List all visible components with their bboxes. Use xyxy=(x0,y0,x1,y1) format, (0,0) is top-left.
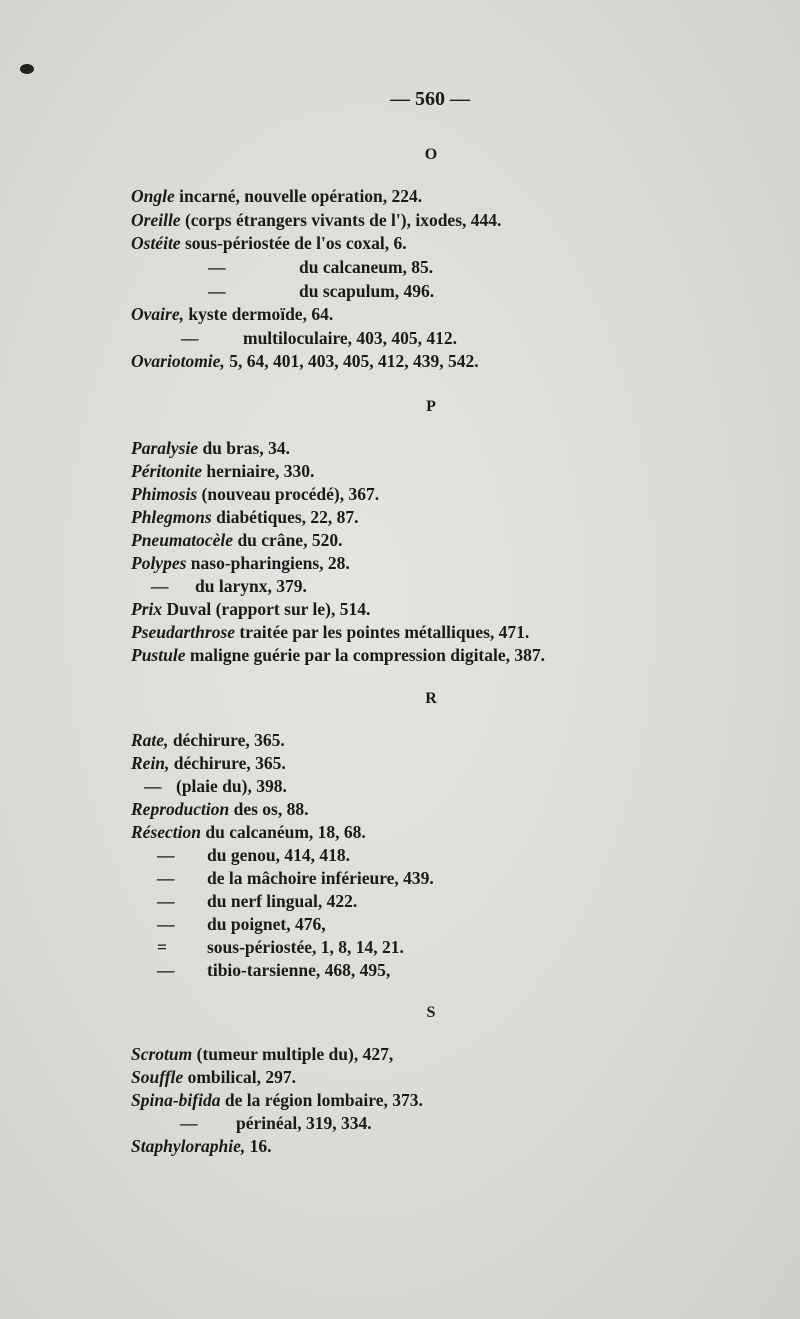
index-subentry xyxy=(195,576,307,597)
entry-term: Ovariotomie, xyxy=(131,351,225,371)
index-subentry xyxy=(207,960,390,981)
entry-text: du poignet, 476, xyxy=(207,914,326,934)
index-subentry xyxy=(207,868,434,889)
index-subentry xyxy=(157,960,175,981)
index-entry xyxy=(131,1090,423,1111)
ditto-dash: — xyxy=(181,328,199,348)
entry-text: du bras, 34. xyxy=(198,438,290,458)
entry-text: du calcanéum, 18, 68. xyxy=(201,822,366,842)
entry-text: incarné, nouvelle opération, 224. xyxy=(174,186,423,206)
index-entry xyxy=(131,1044,393,1065)
index-subentry xyxy=(180,1113,198,1134)
ditto-dash: — xyxy=(208,281,226,301)
section-letter-r: R xyxy=(425,690,437,707)
entry-term: Phlegmons xyxy=(131,507,212,527)
entry-term: Résection xyxy=(131,822,201,842)
entry-term: Souffle xyxy=(131,1067,184,1087)
entry-term: Pneumatocèle xyxy=(131,530,234,550)
index-entry xyxy=(131,622,529,643)
ditto-dash: — xyxy=(157,845,175,865)
index-entry xyxy=(131,351,479,372)
entry-text: du larynx, 379. xyxy=(195,576,307,596)
entry-text: périnéal, 319, 334. xyxy=(236,1113,372,1133)
index-entry xyxy=(131,1067,296,1088)
entry-text: (nouveau procédé), 367. xyxy=(197,484,380,504)
section-letter-p: P xyxy=(426,398,436,415)
ditto-dash: — xyxy=(151,576,169,596)
index-subentry xyxy=(243,328,457,349)
ditto-dash: — xyxy=(157,914,175,934)
index-entry xyxy=(131,730,285,751)
entry-text: (plaie du), 398. xyxy=(176,776,287,796)
index-subentry xyxy=(157,891,175,912)
index-subentry xyxy=(157,937,167,958)
index-subentry xyxy=(144,776,162,797)
entry-text: du scapulum, 496. xyxy=(299,281,435,301)
index-entry xyxy=(131,599,370,620)
entry-term: Reproduction xyxy=(131,799,230,819)
index-entry xyxy=(131,799,308,820)
index-entry xyxy=(131,304,333,325)
index-subentry xyxy=(207,845,350,866)
entry-term: Pseudarthrose xyxy=(131,622,236,642)
entry-text: déchirure, 365. xyxy=(169,753,286,773)
ink-blot xyxy=(20,64,34,74)
index-entry xyxy=(131,233,407,254)
index-entry xyxy=(131,461,314,482)
index-entry xyxy=(131,1136,272,1157)
entry-text: 5, 64, 401, 403, 405, 412, 439, 542. xyxy=(224,351,479,371)
entry-text: (tumeur multiple du), 427, xyxy=(192,1044,394,1064)
entry-term: Rate, xyxy=(131,730,169,750)
entry-text: déchirure, 365. xyxy=(168,730,285,750)
ditto-dash: — xyxy=(157,960,175,980)
ditto-dash: — xyxy=(157,891,175,911)
ditto-dash: — xyxy=(180,1113,198,1133)
entry-text: herniaire, 330. xyxy=(201,461,315,481)
index-entry xyxy=(131,186,422,207)
ditto-equals: = xyxy=(157,937,167,957)
entry-term: Ostéite xyxy=(131,233,181,253)
entry-term: Paralysie xyxy=(131,438,199,458)
index-subentry xyxy=(207,891,357,912)
index-subentry xyxy=(299,257,433,278)
entry-term: Polypes xyxy=(131,553,187,573)
entry-text: 16. xyxy=(245,1136,272,1156)
index-entry xyxy=(131,530,342,551)
index-entry xyxy=(131,645,545,666)
index-entry xyxy=(131,210,501,231)
entry-term: Pustule xyxy=(131,645,186,665)
entry-text: kyste dermoïde, 64. xyxy=(183,304,334,324)
index-entry xyxy=(131,822,366,843)
ditto-dash: — xyxy=(208,257,226,277)
entry-text: sous-périostée de l'os coxal, 6. xyxy=(180,233,407,253)
entry-term: Staphyloraphie, xyxy=(131,1136,246,1156)
index-subentry xyxy=(157,845,175,866)
index-entry xyxy=(131,753,286,774)
index-subentry xyxy=(236,1113,372,1134)
entry-text: diabétiques, 22, 87. xyxy=(211,507,359,527)
index-subentry xyxy=(208,281,226,302)
entry-term: Rein, xyxy=(131,753,170,773)
index-subentry xyxy=(207,937,404,958)
entry-text: naso-pharingiens, 28. xyxy=(186,553,350,573)
entry-text: ombilical, 297. xyxy=(183,1067,296,1087)
entry-term: Prix xyxy=(131,599,163,619)
entry-term: Spina-bifida xyxy=(131,1090,221,1110)
entry-text: des os, 88. xyxy=(229,799,309,819)
index-subentry xyxy=(176,776,287,797)
entry-text: de la région lombaire, 373. xyxy=(220,1090,423,1110)
entry-text: (corps étrangers vivants de l'), ixodes, 444. xyxy=(180,210,502,230)
entry-text: du nerf lingual, 422. xyxy=(207,891,358,911)
section-letter-o: O xyxy=(424,146,438,163)
ditto-dash: — xyxy=(144,776,162,796)
entry-term: Ongle xyxy=(131,186,175,206)
index-subentry xyxy=(151,576,169,597)
entry-text: de la mâchoire inférieure, 439. xyxy=(207,868,434,888)
index-subentry xyxy=(208,257,226,278)
entry-term: Phimosis xyxy=(131,484,198,504)
index-entry xyxy=(131,507,359,528)
entry-term: Scrotum xyxy=(131,1044,193,1064)
entry-text: du calcaneum, 85. xyxy=(299,257,434,277)
section-letter-s: S xyxy=(426,1004,436,1021)
entry-text: traitée par les pointes métalliques, 471. xyxy=(235,622,530,642)
index-entry xyxy=(131,438,290,459)
page-number: — 560 — xyxy=(390,88,470,110)
entry-text: du crâne, 520. xyxy=(233,530,343,550)
entry-text: Duval (rapport sur le), 514. xyxy=(162,599,371,619)
index-subentry xyxy=(157,868,175,889)
ditto-dash: — xyxy=(157,868,175,888)
index-subentry xyxy=(157,914,175,935)
index-subentry xyxy=(207,914,326,935)
index-entry xyxy=(131,484,379,505)
index-subentry xyxy=(299,281,434,302)
entry-text: multiloculaire, 403, 405, 412. xyxy=(243,328,458,348)
entry-text: maligne guérie par la compression digitale, 387. xyxy=(185,645,546,665)
entry-text: tibio-tarsienne, 468, 495, xyxy=(207,960,391,980)
entry-term: Oreille xyxy=(131,210,181,230)
entry-term: Péritonite xyxy=(131,461,202,481)
index-entry xyxy=(131,553,350,574)
entry-text: du genou, 414, 418. xyxy=(207,845,350,865)
entry-text: sous-périostée, 1, 8, 14, 21. xyxy=(207,937,404,957)
index-subentry xyxy=(181,328,199,349)
entry-term: Ovaire, xyxy=(131,304,184,324)
